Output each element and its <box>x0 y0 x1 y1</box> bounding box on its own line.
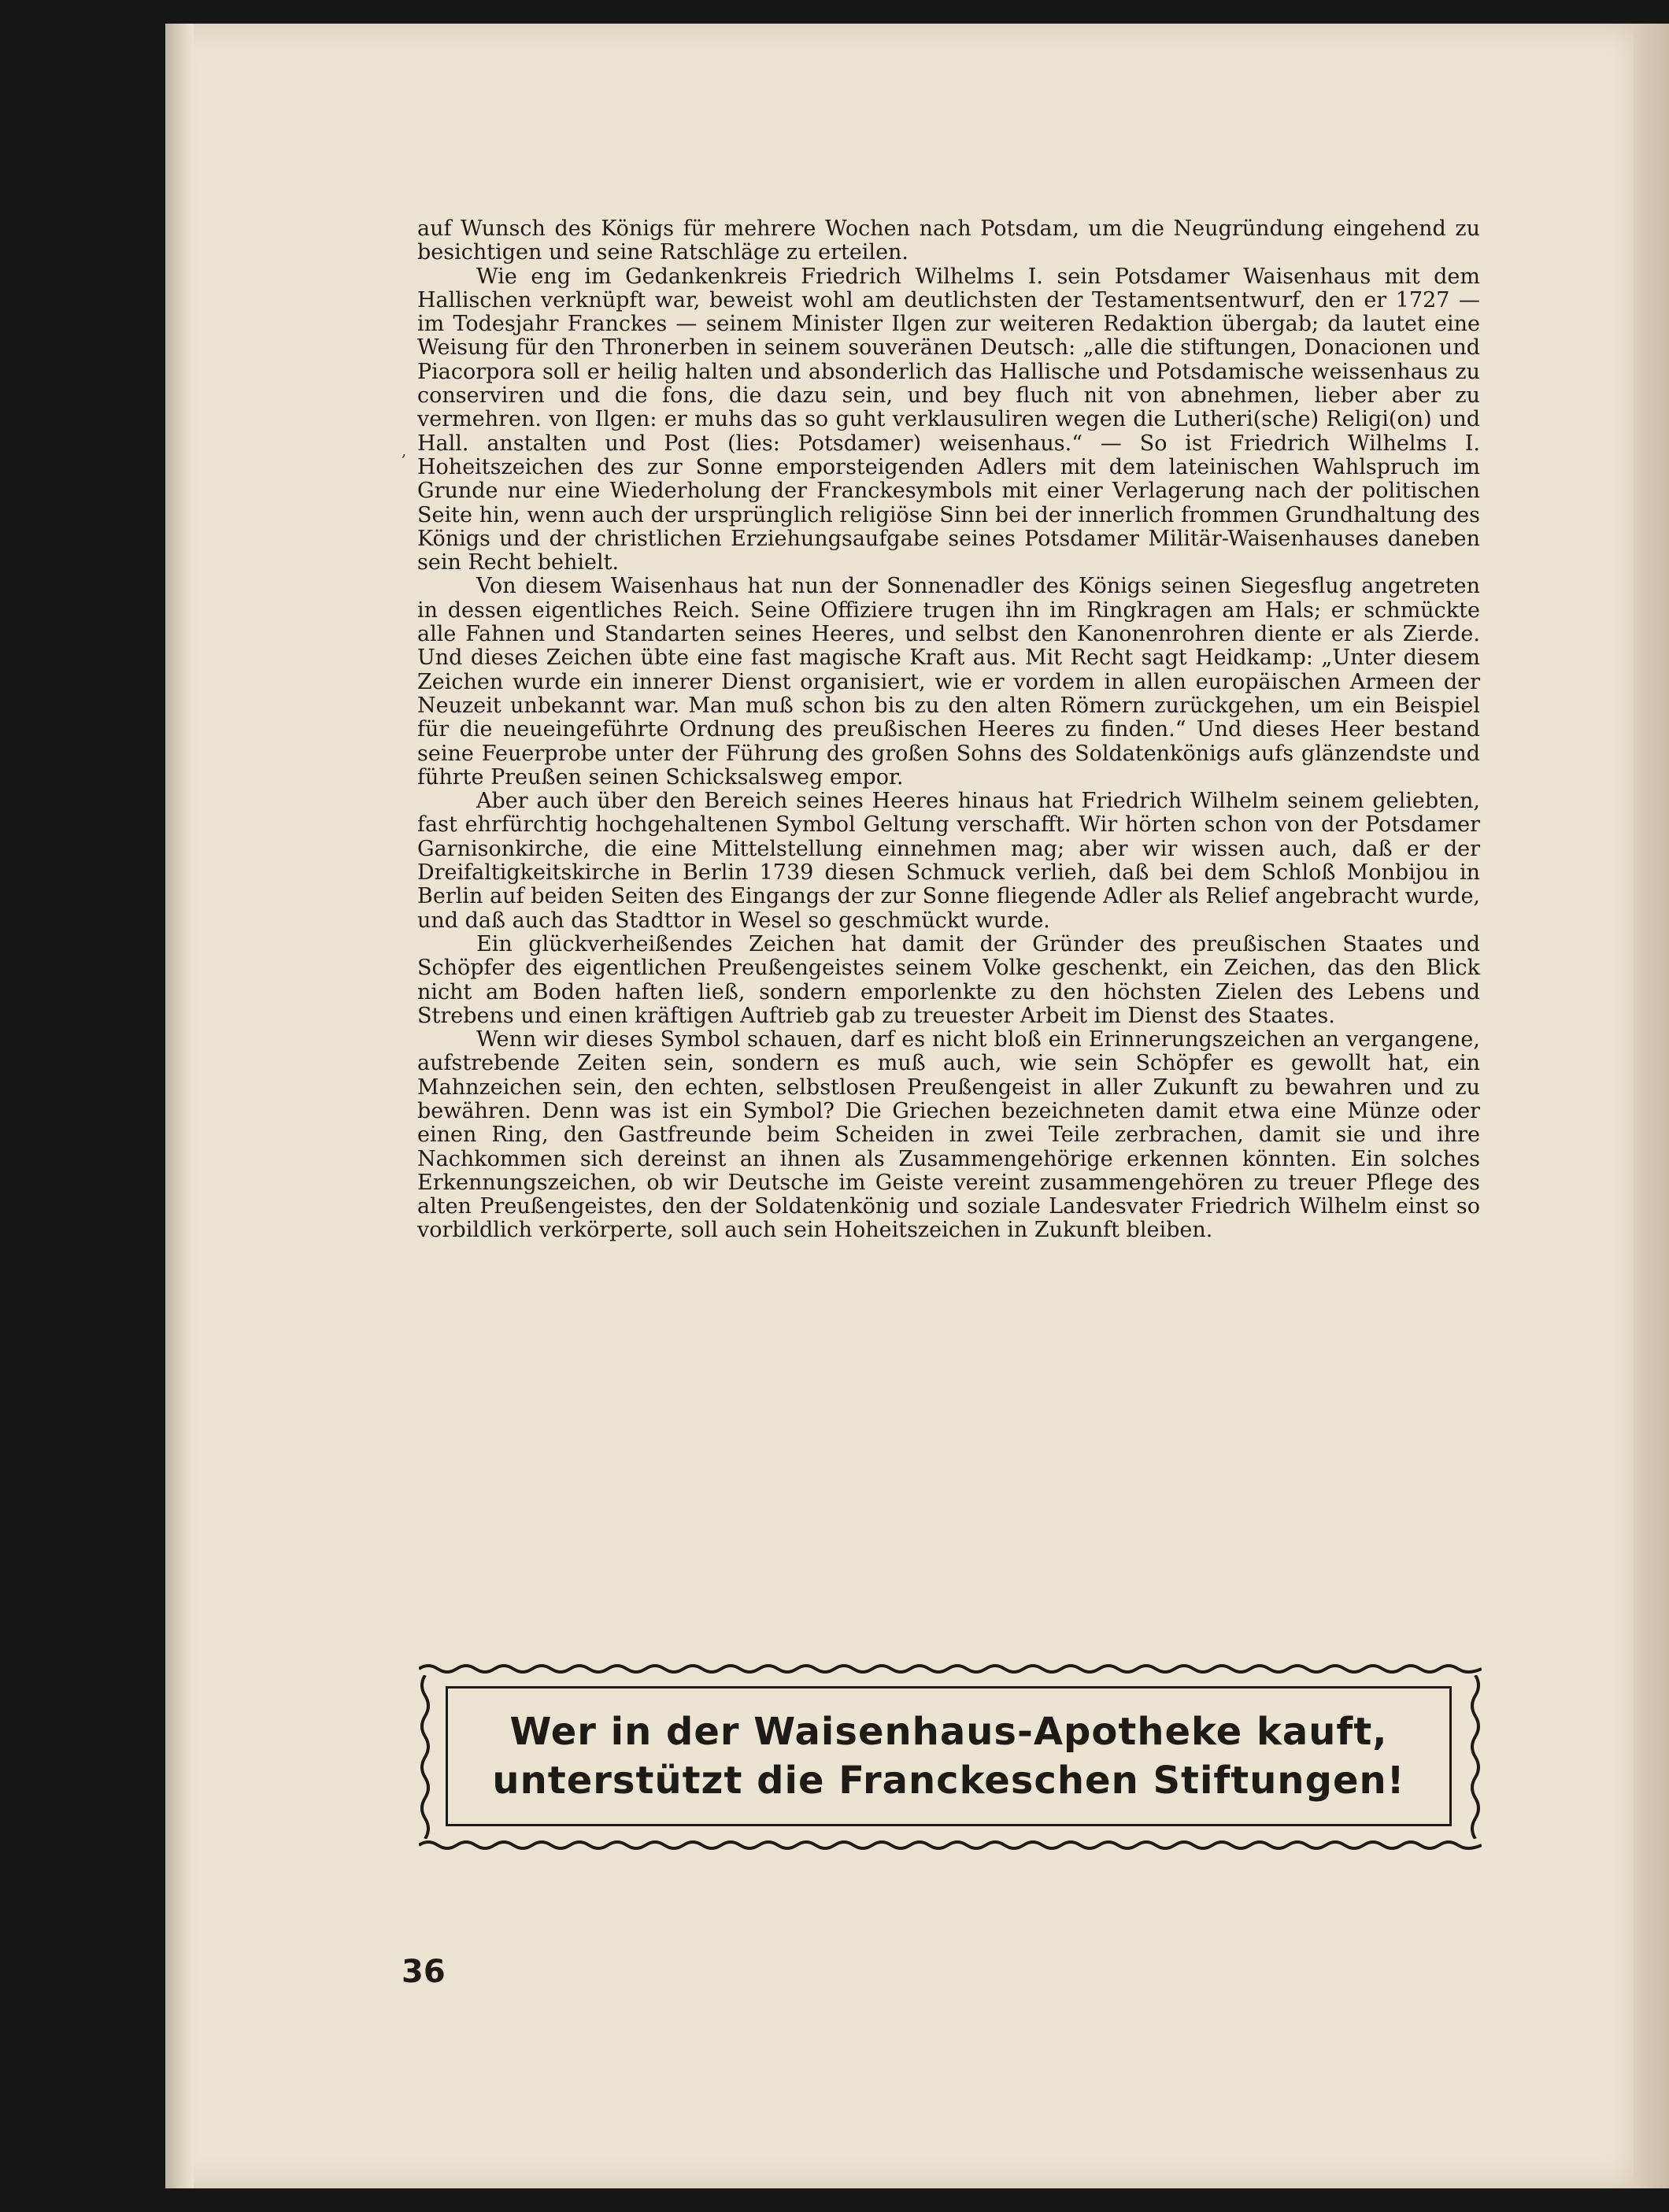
paragraph-1: auf Wunsch des Königs für mehrere Wochen nach Potsdam, um die Neugründung eingehend zu besichtigen und seine Ratschläge zu erteilen. <box>417 216 1480 265</box>
paragraph-3: Von diesem Waisenhaus hat nun der Sonnenadler des Königs seinen Siegesflug angetreten in dessen eigentliches Reich. Seine Offiziere trugen ihn im Ringkragen am Hals; er schmückte alle Fahnen und Standarten seines Heeres, und selbst den Kanonenrohren diente er als Zierde. Und dieses Zeichen übte eine fast magische Kraft aus. Mit Recht sagt Heidkamp: „Unter diesem Zeichen wurde ein innerer Dienst organisiert, wie er vordem in allen europäischen Armeen der Neuzeit unbekannt war. Man muß schon bis zu den alten Römern zurückgehen, um ein Beispiel für die neueingeführte Ordnung des preußischen Heeres zu finden.“ Und dieses Heer bestand seine Feuerprobe unter der Führung des großen Sohns des Soldatenkönigs aufs glänzendste und führte Preußen seinen Schicksalsweg empor. <box>417 574 1480 790</box>
ornamental-border-left <box>419 1675 431 1839</box>
paragraph-2: Wie eng im Gedankenkreis Friedrich Wilhelms I. sein Potsdamer Waisenhaus mit dem Hallischen verknüpft war, beweist wohl am deutlichsten der Testamentsentwurf, den er 1727 — im Todesjahr Franckes — seinem Minister Ilgen zur weiteren Redaktion übergab; da lautet eine Weisung für den Thronerben in seinem souveränen Deutsch: „alle die stiftungen, Donacionen und Piacorpora soll er heilig halten und absonderlich das Hallische und Potsdamische weissenhaus zu conserviren und die fons, die dazu sein, und bey fluch nit von abnehmen, lieber aber zu vermehren. von Ilgen: er muhs das so guht verklausuliren wegen die Lutheri(sche) Religi(on) und Hall. anstalten und Post (lies: Potsdamer) weisenhaus.“ — So ist Friedrich Wilhelms I. Hoheitszeichen des zur Sonne emporsteigenden Adlers mit dem lateinischen Wahlspruch im Grunde nur eine Wiederholung der Franckesymbols mit einer Verlagerung nach der politischen Seite hin, wenn auch der ursprünglich religiöse Sinn bei der innerlich frommen Grundhaltung des Königs und der christlichen Erziehungsaufgabe seines Potsdamer Militär-Waisenhauses daneben sein Recht behielt. <box>417 264 1480 575</box>
paragraph-4: Aber auch über den Bereich seines Heeres hinaus hat Friedrich Wilhelm seinem geliebten, fast ehrfürchtig hochgehaltenen Symbol Geltung verschafft. Wir hörten schon von der Potsdamer Garnisonkirche, die eine Mittelstellung einnehmen mag; aber wir wissen auch, daß er der Dreifaltigkeitskirche in Berlin 1739 diesen Schmuck verlieh, daß bei dem Schloß Monbijou in Berlin auf beiden Seiten des Eingangs der zur Sonne fliegende Adler als Relief angebracht wurde, und daß auch das Stadttor in Wesel so geschmückt wurde. <box>417 789 1480 933</box>
advertisement-line-1: Wer in der Waisenhaus-Apotheke kauft, <box>509 1710 1388 1754</box>
article-body <box>417 217 1480 1243</box>
ornamental-border-right <box>1469 1675 1482 1839</box>
page-number: 36 <box>402 1954 446 1990</box>
ornamental-border-top <box>419 1663 1482 1675</box>
margin-mark: , <box>402 441 407 460</box>
ornamental-border-bottom <box>419 1839 1482 1851</box>
binding-edge <box>165 24 194 2188</box>
advertisement-box <box>419 1663 1482 1851</box>
advertisement-line-2: unterstützt die Franckeschen Stiftungen! <box>492 1759 1405 1803</box>
paragraph-5: Ein glückverheißendes Zeichen hat damit der Gründer des preußischen Staates und Schöpfer des eigentlichen Preußengeistes seinem Volke geschenkt, ein Zeichen, das den Blick nicht am Boden haften ließ, sondern emporlenkte zu den höchsten Zielen des Lebens und Strebens und einen kräftigen Auftrieb gab zu treuester Arbeit im Dienst des Staates. <box>417 931 1480 1028</box>
advertisement-frame <box>446 1686 1452 1826</box>
next-page-edge <box>1634 24 1669 2188</box>
paragraph-6: Wenn wir dieses Symbol schauen, darf es nicht bloß ein Erinnerungszeichen an vergangene, aufstrebende Zeiten sein, sondern es muß auch, wie sein Schöpfer es gewollt hat, ein Mahnzeichen sein, den echten, selbstlosen Preußengeist in aller Zukunft zu bewahren und zu bewähren. Denn was ist ein Symbol? Die Griechen bezeichneten damit etwa eine Münze oder einen Ring, den Gastfreunde beim Scheiden in zwei Teile zerbrachen, damit sie und ihre Nachkommen sich dereinst an ihnen als Zusammengehörige erkennen könnten. Ein solches Erkennungszeichen, ob wir Deutsche im Geiste vereint zusammengehören zu treuer Pflege des alten Preußengeistes, den der Soldatenkönig und soziale Landesvater Friedrich Wilhelm einst so vorbildlich verkörperte, soll auch sein Hoheitszeichen in Zukunft bleiben. <box>417 1027 1480 1243</box>
